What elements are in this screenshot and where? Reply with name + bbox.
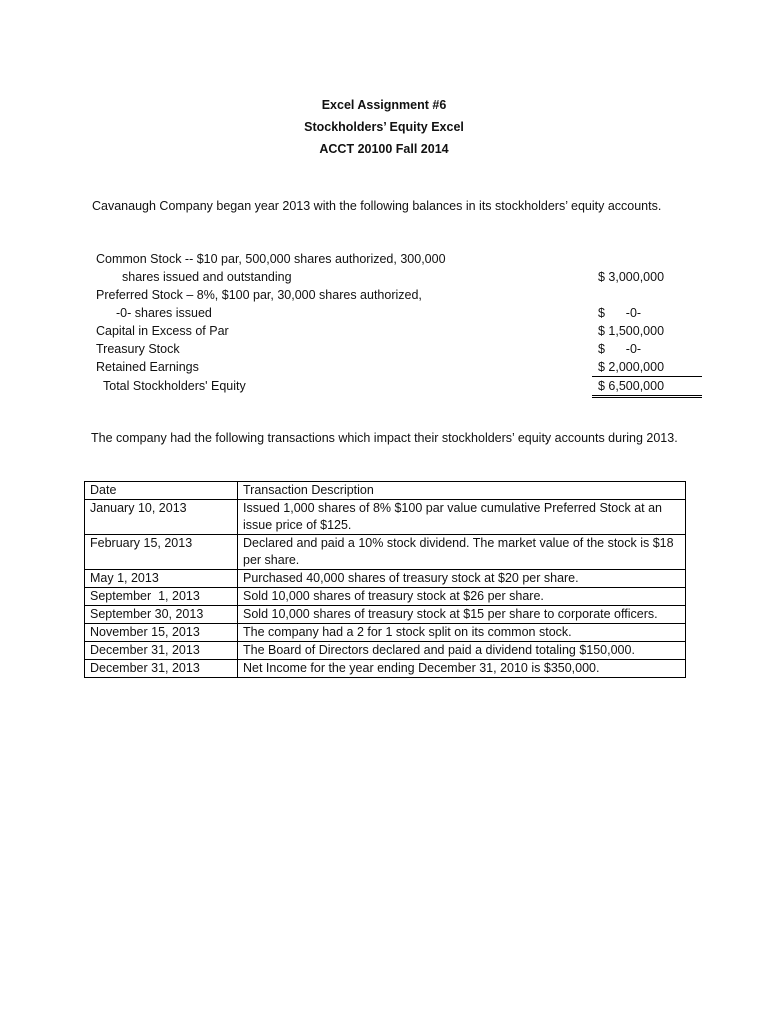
transaction-description: Declared and paid a 10% stock dividend. The market value of the stock is $18 per share.: [238, 535, 686, 570]
balance-row: [96, 250, 702, 268]
treasury-stock-label: Treasury Stock: [96, 342, 180, 356]
assignment-title: Excel Assignment #6: [321, 98, 447, 112]
transaction-description: Sold 10,000 shares of treasury stock at $26 per share.: [238, 588, 686, 606]
retained-earnings-label: Retained Earnings: [96, 360, 199, 374]
transaction-description: Purchased 40,000 shares of treasury stock at $20 per share.: [238, 570, 686, 588]
transaction-date: May 1, 2013: [85, 570, 238, 588]
preferred-stock-label: Preferred Stock – 8%, $100 par, 30,000 shares authorized,: [96, 288, 422, 302]
common-stock-amount: $ 3,000,000: [598, 270, 665, 284]
balance-row: [96, 286, 702, 304]
transaction-date: December 31, 2013: [85, 660, 238, 678]
table-row: [85, 660, 686, 678]
balance-row: [96, 304, 702, 322]
treasury-stock-amount: $ -0-: [598, 342, 642, 356]
description-column-header: Transaction Description: [238, 482, 686, 500]
table-row: [85, 606, 686, 624]
transaction-description: Issued 1,000 shares of 8% $100 par value cumulative Preferred Stock at an issue price of $125.: [238, 500, 686, 535]
total-equity-amount: $ 6,500,000: [592, 377, 702, 397]
transaction-date: January 10, 2013: [85, 500, 238, 535]
transaction-description: The Board of Directors declared and paid a dividend totaling $150,000.: [238, 642, 686, 660]
balance-row: [96, 268, 702, 286]
table-row: [85, 570, 686, 588]
date-column-header: Date: [85, 482, 238, 500]
balance-table: [96, 250, 702, 398]
transaction-date: September 30, 2013: [85, 606, 238, 624]
document-header: [0, 94, 768, 160]
table-header-row: [85, 482, 686, 500]
transaction-date: December 31, 2013: [85, 642, 238, 660]
transaction-description: Net Income for the year ending December 31, 2010 is $350,000.: [238, 660, 686, 678]
balance-row: [96, 340, 702, 358]
table-row: [85, 535, 686, 570]
transaction-date: November 15, 2013: [85, 624, 238, 642]
balance-total-row: [96, 377, 702, 397]
balance-row: [96, 322, 702, 340]
total-equity-label: Total Stockholders' Equity: [103, 378, 246, 393]
table-row: [85, 588, 686, 606]
transactions-intro: The company had the following transactions which impact their stockholders’ equity accounts during 2013.: [91, 431, 678, 445]
intro-paragraph: Cavanaugh Company began year 2013 with the following balances in its stockholders’ equity accounts.: [92, 199, 662, 213]
transaction-description: Sold 10,000 shares of treasury stock at $15 per share to corporate officers.: [238, 606, 686, 624]
assignment-subtitle: Stockholders’ Equity Excel: [304, 120, 464, 134]
preferred-stock-label-cont: -0- shares issued: [116, 306, 212, 320]
retained-earnings-amount: $ 2,000,000: [592, 358, 702, 377]
table-row: [85, 624, 686, 642]
table-row: [85, 500, 686, 535]
common-stock-label: Common Stock -- $10 par, 500,000 shares authorized, 300,000: [96, 252, 446, 266]
capital-excess-amount: $ 1,500,000: [598, 324, 665, 338]
common-stock-label-cont: shares issued and outstanding: [122, 270, 292, 284]
preferred-stock-amount: $ -0-: [598, 306, 642, 320]
table-row: [85, 642, 686, 660]
capital-excess-label: Capital in Excess of Par: [96, 324, 229, 338]
transactions-table: [84, 481, 686, 678]
transaction-date: September 1, 2013: [85, 588, 238, 606]
transaction-description: The company had a 2 for 1 stock split on its common stock.: [238, 624, 686, 642]
course-label: ACCT 20100 Fall 2014: [319, 142, 449, 156]
transaction-date: February 15, 2013: [85, 535, 238, 570]
balance-row: [96, 358, 702, 377]
